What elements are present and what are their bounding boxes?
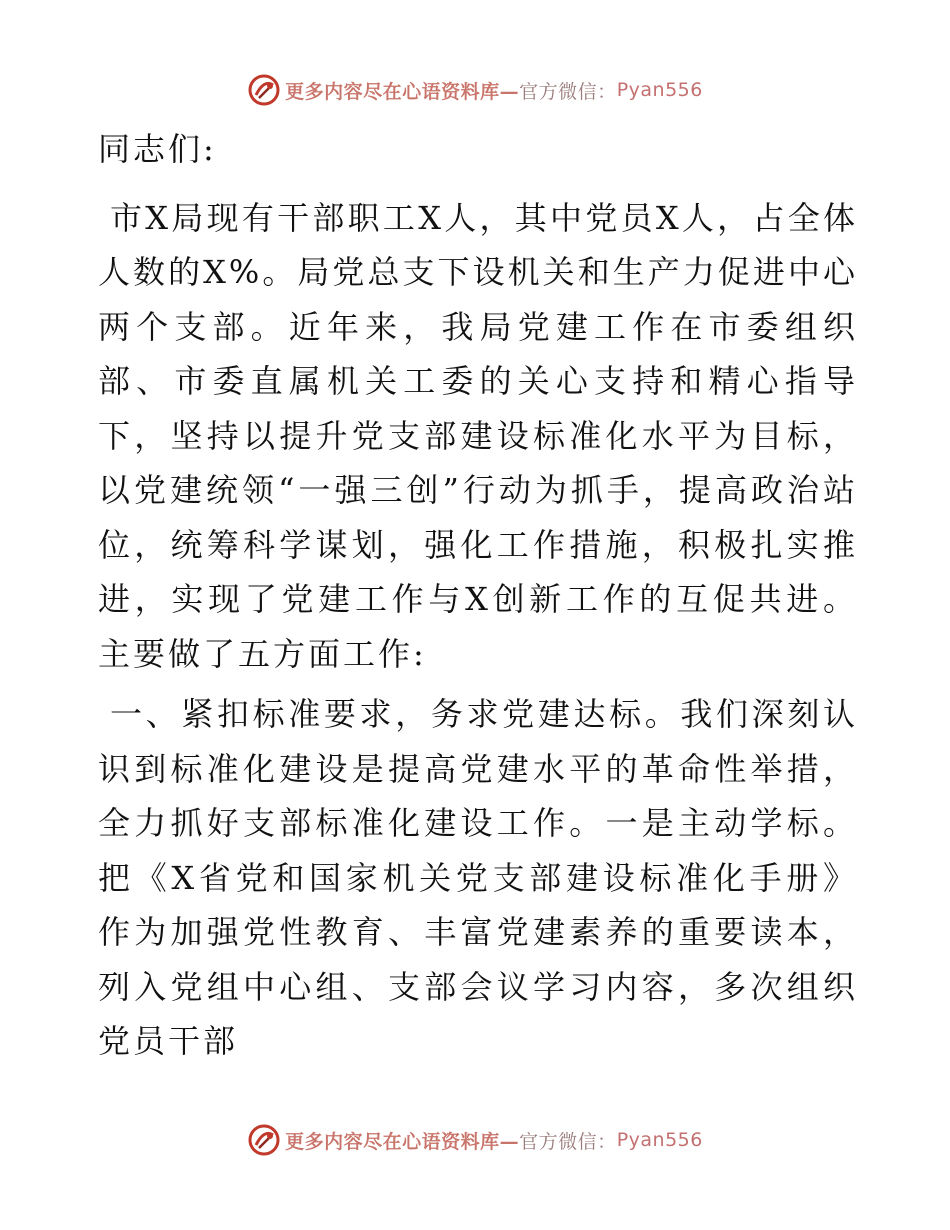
library-logo-icon: [247, 1123, 281, 1157]
banner-title: 更多内容尽在心语资料库—: [285, 1130, 520, 1153]
banner-wechat-id: Pyan556: [616, 1129, 703, 1151]
footer-watermark-banner: [0, 1120, 950, 1160]
header-watermark-banner: [0, 70, 950, 110]
banner-wechat-id: Pyan556: [616, 79, 703, 101]
paragraph-standards: 一、紧扣标准要求，务求党建达标。我们深刻认识到标准化建设是提高党建水平的革命性举措，全力抓好支部标准化建设工作。一是主动学标。把《X省党和国家机关党支部建设标准化手册》作为加强党性教育、丰富党建素养的重要读本，列入党组中心组、支部会议学习内容，多次组织党员干部: [98, 695, 858, 1060]
document-body: [98, 122, 858, 1075]
paragraph-overview: 市X局现有干部职工X人，其中党员X人，占全体人数的X%。局党总支下设机关和生产力促进中心两个支部。近年来，我局党建工作在市委组织部、市委直属机关工委的关心支持和精心指导下，坚持以提升党支部建设标准化水平为目标，以党建统领“一强三创”行动为抓手，提高政治站位，统筹科学谋划，强化工作措施，积极扎实推进，实现了党建工作与X创新工作的互促共进。主要做了五方面工作:: [98, 198, 858, 673]
banner-title: 更多内容尽在心语资料库—: [285, 80, 520, 103]
banner-wechat-label: 官方微信：: [519, 80, 617, 103]
banner-wechat-label: 官方微信：: [519, 1130, 617, 1153]
library-logo-icon: [247, 73, 281, 107]
greeting: 同志们:: [98, 130, 217, 168]
